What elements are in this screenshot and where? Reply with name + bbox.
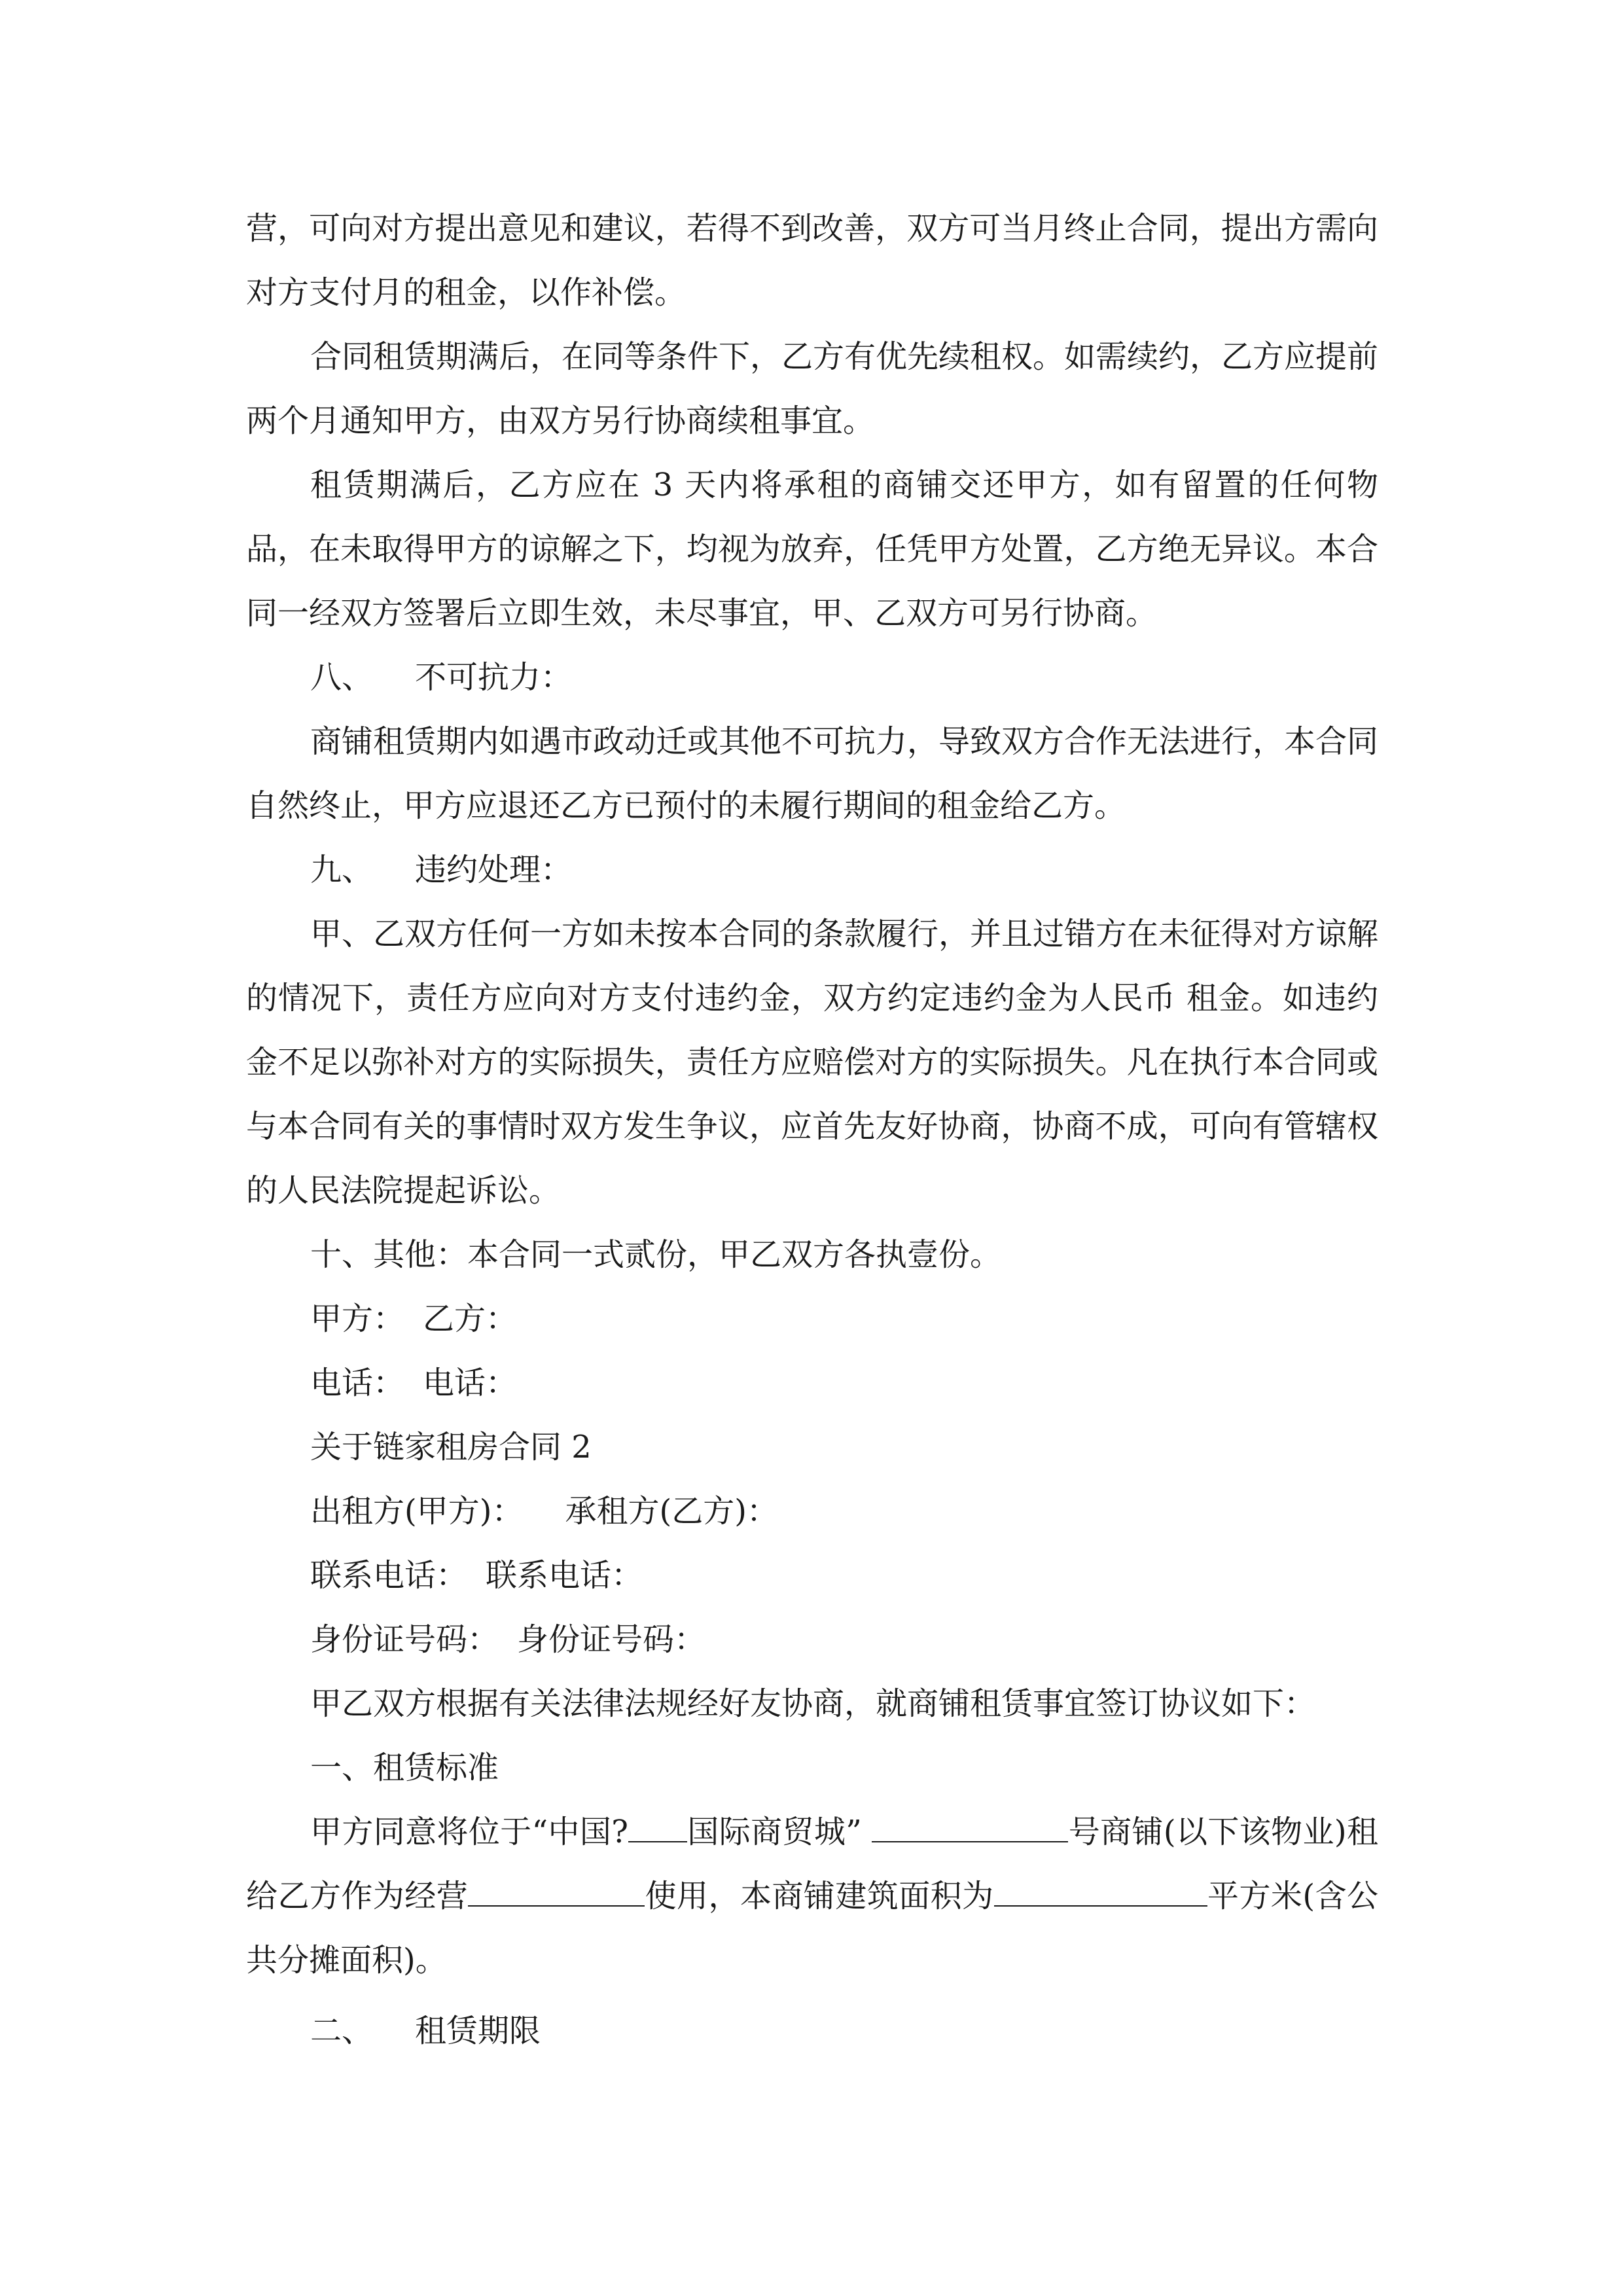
heading-text: 租赁期限 bbox=[415, 2013, 541, 2049]
phone-a-label: 电话： bbox=[310, 1365, 405, 1401]
contact-line bbox=[246, 1543, 1378, 1607]
heading-text: 不可抗力： bbox=[415, 659, 573, 696]
section-2-heading bbox=[246, 1999, 1378, 2063]
blank-business-use bbox=[468, 1879, 645, 1907]
blank-shop-number bbox=[872, 1815, 1068, 1842]
signature-parties bbox=[246, 1287, 1378, 1351]
section-1-heading: 一、租赁标准 bbox=[310, 1749, 499, 1786]
heading-number: 二、 bbox=[310, 2013, 374, 2049]
party-b-label: 乙方： bbox=[423, 1300, 518, 1337]
paragraph-termination-continued: 营，可向对方提出意见和建议，若得不到改善，双方可当月终止合同，提出方需向对方支付月的租金，以作补偿。 bbox=[246, 210, 1378, 311]
document-body bbox=[246, 196, 1378, 2063]
lessor-label: 出租方(甲方)： bbox=[310, 1493, 524, 1530]
id-b-label: 身份证号码： bbox=[517, 1621, 706, 1658]
contract-2-title: 关于链家租房合同 2 bbox=[310, 1429, 592, 1465]
paragraph-lease-standard: 甲方同意将位于“中国? 国际商贸城” 号商铺(以下该物业)租给乙方作为经营 使用，本商铺建筑面积为 平方米(含公共分摊面积)。 bbox=[246, 1814, 1378, 1979]
contact-a-label: 联系电话： bbox=[310, 1557, 468, 1594]
blank-area bbox=[994, 1879, 1207, 1907]
heading-force-majeure bbox=[246, 645, 1378, 709]
heading-other: 十、其他：本合同一式贰份，甲乙双方各执壹份。 bbox=[310, 1236, 1002, 1273]
parties-line bbox=[246, 1479, 1378, 1543]
intro-line: 甲乙双方根据有关法律法规经好友协商，就商铺租赁事宜签订协议如下： bbox=[310, 1685, 1316, 1722]
lessee-label: 承租方(乙方)： bbox=[565, 1493, 778, 1530]
heading-breach bbox=[246, 838, 1378, 902]
blank-field bbox=[628, 1815, 687, 1842]
id-a-label: 身份证号码： bbox=[310, 1621, 499, 1658]
paragraph-force-majeure: 商铺租赁期内如遇市政动迁或其他不可抗力，导致双方合作无法进行，本合同自然终止，甲方应退还乙方已预付的未履行期间的租金给乙方。 bbox=[246, 723, 1379, 824]
id-line bbox=[246, 1607, 1378, 1672]
signature-phones bbox=[246, 1351, 1378, 1415]
phone-b-label: 电话： bbox=[423, 1365, 518, 1401]
party-a-label: 甲方： bbox=[310, 1300, 405, 1337]
heading-number: 九、 bbox=[310, 852, 374, 888]
paragraph-expiry-return: 租赁期满后，乙方应在 3 天内将承租的商铺交还甲方，如有留置的任何物品，在未取得甲方的谅解之下，均视为放弃，任凭甲方处置，乙方绝无异议。本合同一经双方签署后立即生效，未尽事宜，甲、乙双方可另行协商。 bbox=[246, 467, 1378, 632]
paragraph-breach: 甲、乙双方任何一方如未按本合同的条款履行，并且过错方在未征得对方谅解的情况下，责任方应向对方支付违约金，双方约定违约金为人民币 租金。如违约金不足以弥补对方的实际损失，责任方应赔偿对方的实际损失。凡在执行本合同或与本合同有关的事情时双方发生争议，应首先友好协商，协商不成，可向有管辖权的人民法院提起诉讼。 bbox=[246, 916, 1379, 1209]
heading-text: 违约处理： bbox=[415, 852, 573, 888]
contact-b-label: 联系电话： bbox=[486, 1557, 643, 1594]
paragraph-renewal: 合同租赁期满后，在同等条件下，乙方有优先续租权。如需续约，乙方应提前两个月通知甲方，由双方另行协商续租事宜。 bbox=[246, 338, 1379, 439]
heading-number: 八、 bbox=[310, 659, 374, 696]
